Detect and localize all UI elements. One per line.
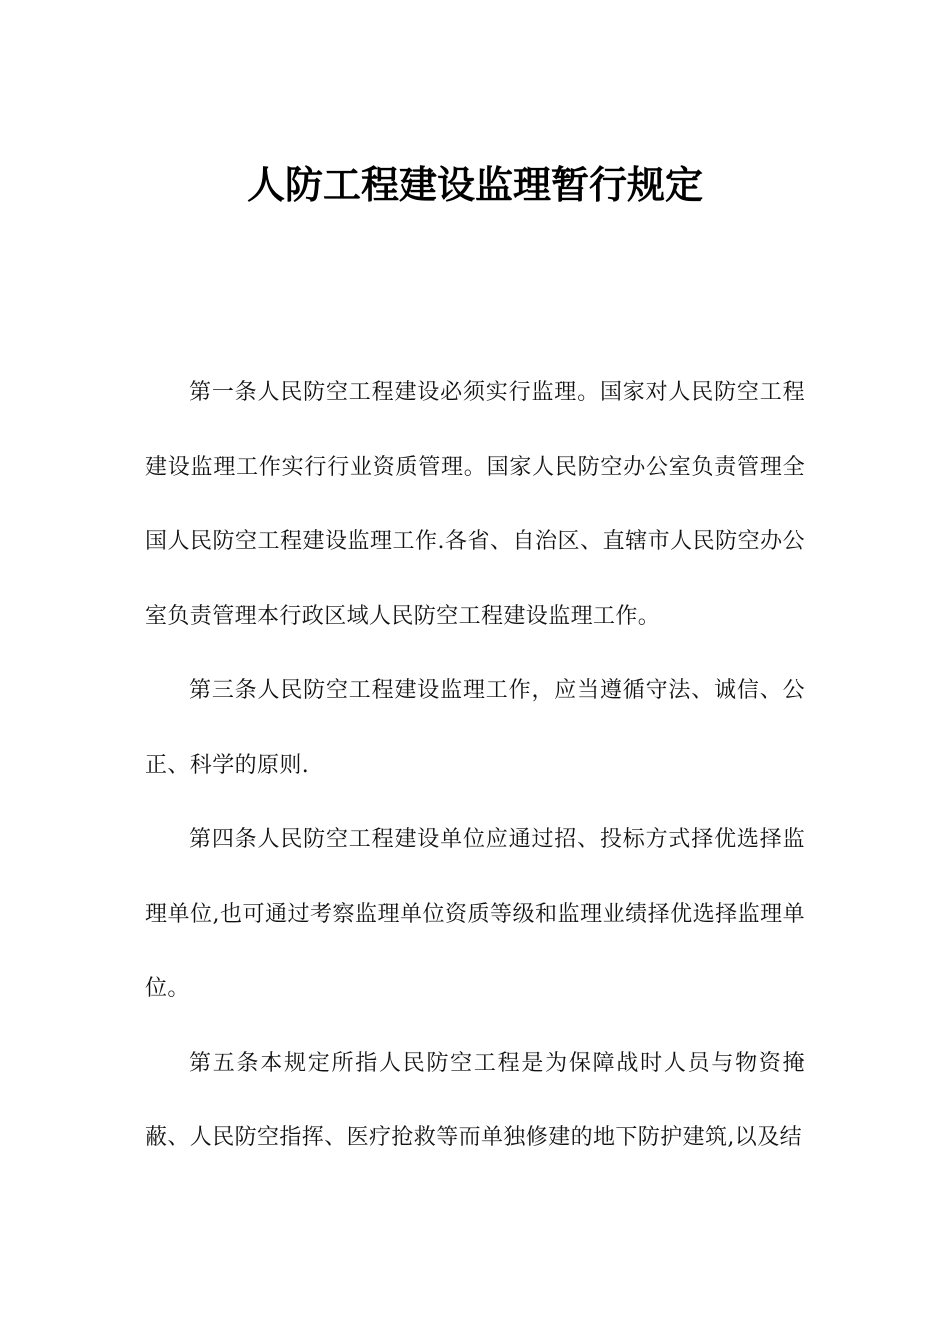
paragraph-article-3: 第三条人民防空工程建设监理工作，应当遵循守法、诚信、公正、科学的原则. [145, 678, 805, 778]
paragraph-article-1: 第一条人民防空工程建设必须实行监理。国家对人民防空工程建设监理工作实行行业资质管理。国家人民防空办公室负责管理全国人民防空工程建设监理工作.各省、自治区、直辖市人民防空办公室负责管理本行政区域人民防空工程建设监理工作。 [145, 380, 805, 629]
document-title: 人防工程建设监理暂行规定 [246, 163, 703, 207]
document-body [145, 356, 805, 1176]
paragraph-article-4: 第四条人民防空工程建设单位应通过招、投标方式择优选择监理单位,也可通过考察监理单位资质等级和监理业绩择优选择监理单位。 [145, 827, 805, 1001]
paragraph-article-5: 第五条本规定所指人民防空工程是为保障战时人员与物资掩蔽、人民防空指挥、医疗抢救等而单独修建的地下防护建筑,以及结 [145, 1050, 805, 1150]
